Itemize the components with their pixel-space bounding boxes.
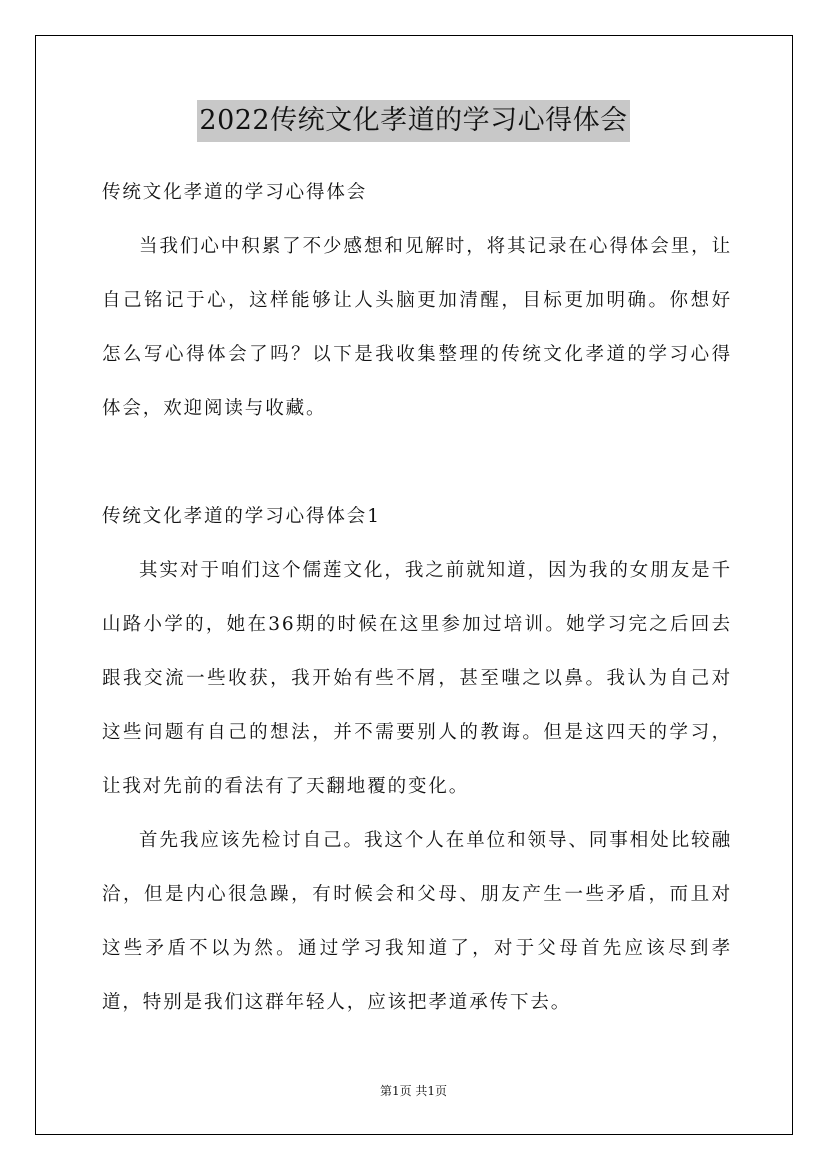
section-body (102, 544, 732, 1030)
section-heading-block (102, 490, 732, 544)
section-heading: 传统文化孝道的学习心得体会1 (102, 506, 381, 527)
title-container (0, 100, 827, 142)
document-subtitle: 传统文化孝道的学习心得体会 (102, 182, 368, 203)
body-paragraph-1: 其实对于咱们这个儒莲文化，我之前就知道，因为我的女朋友是千山路小学的，她在36期的时候在这里参加过培训。她学习完之后回去跟我交流一些收获，我开始有些不屑，甚至嗤之以鼻。我认为自己对这些问题有自己的想法，并不需要别人的教诲。但是这四天的学习，让我对先前的看法有了天翻地覆的变化。 (102, 560, 732, 797)
subtitle-block (102, 166, 732, 220)
body-paragraph-2: 首先我应该先检讨自己。我这个人在单位和领导、同事相处比较融洽，但是内心很急躁，有时候会和父母、朋友产生一些矛盾，而且对这些矛盾不以为然。通过学习我知道了，对于父母首先应该尽到孝道，特别是我们这群年轻人，应该把孝道承传下去。 (102, 830, 732, 1013)
intro-paragraph: 当我们心中积累了不少感想和见解时，将其记录在心得体会里，让自己铭记于心，这样能够让人头脑更加清醒，目标更加明确。你想好怎么写心得体会了吗？以下是我收集整理的传统文化孝道的学习心得体会，欢迎阅读与收藏。 (102, 236, 732, 419)
page-footer: 第1页 共1页 (379, 1084, 448, 1098)
intro-block (102, 220, 732, 436)
document-title: 2022传统文化孝道的学习心得体会 (197, 100, 629, 142)
